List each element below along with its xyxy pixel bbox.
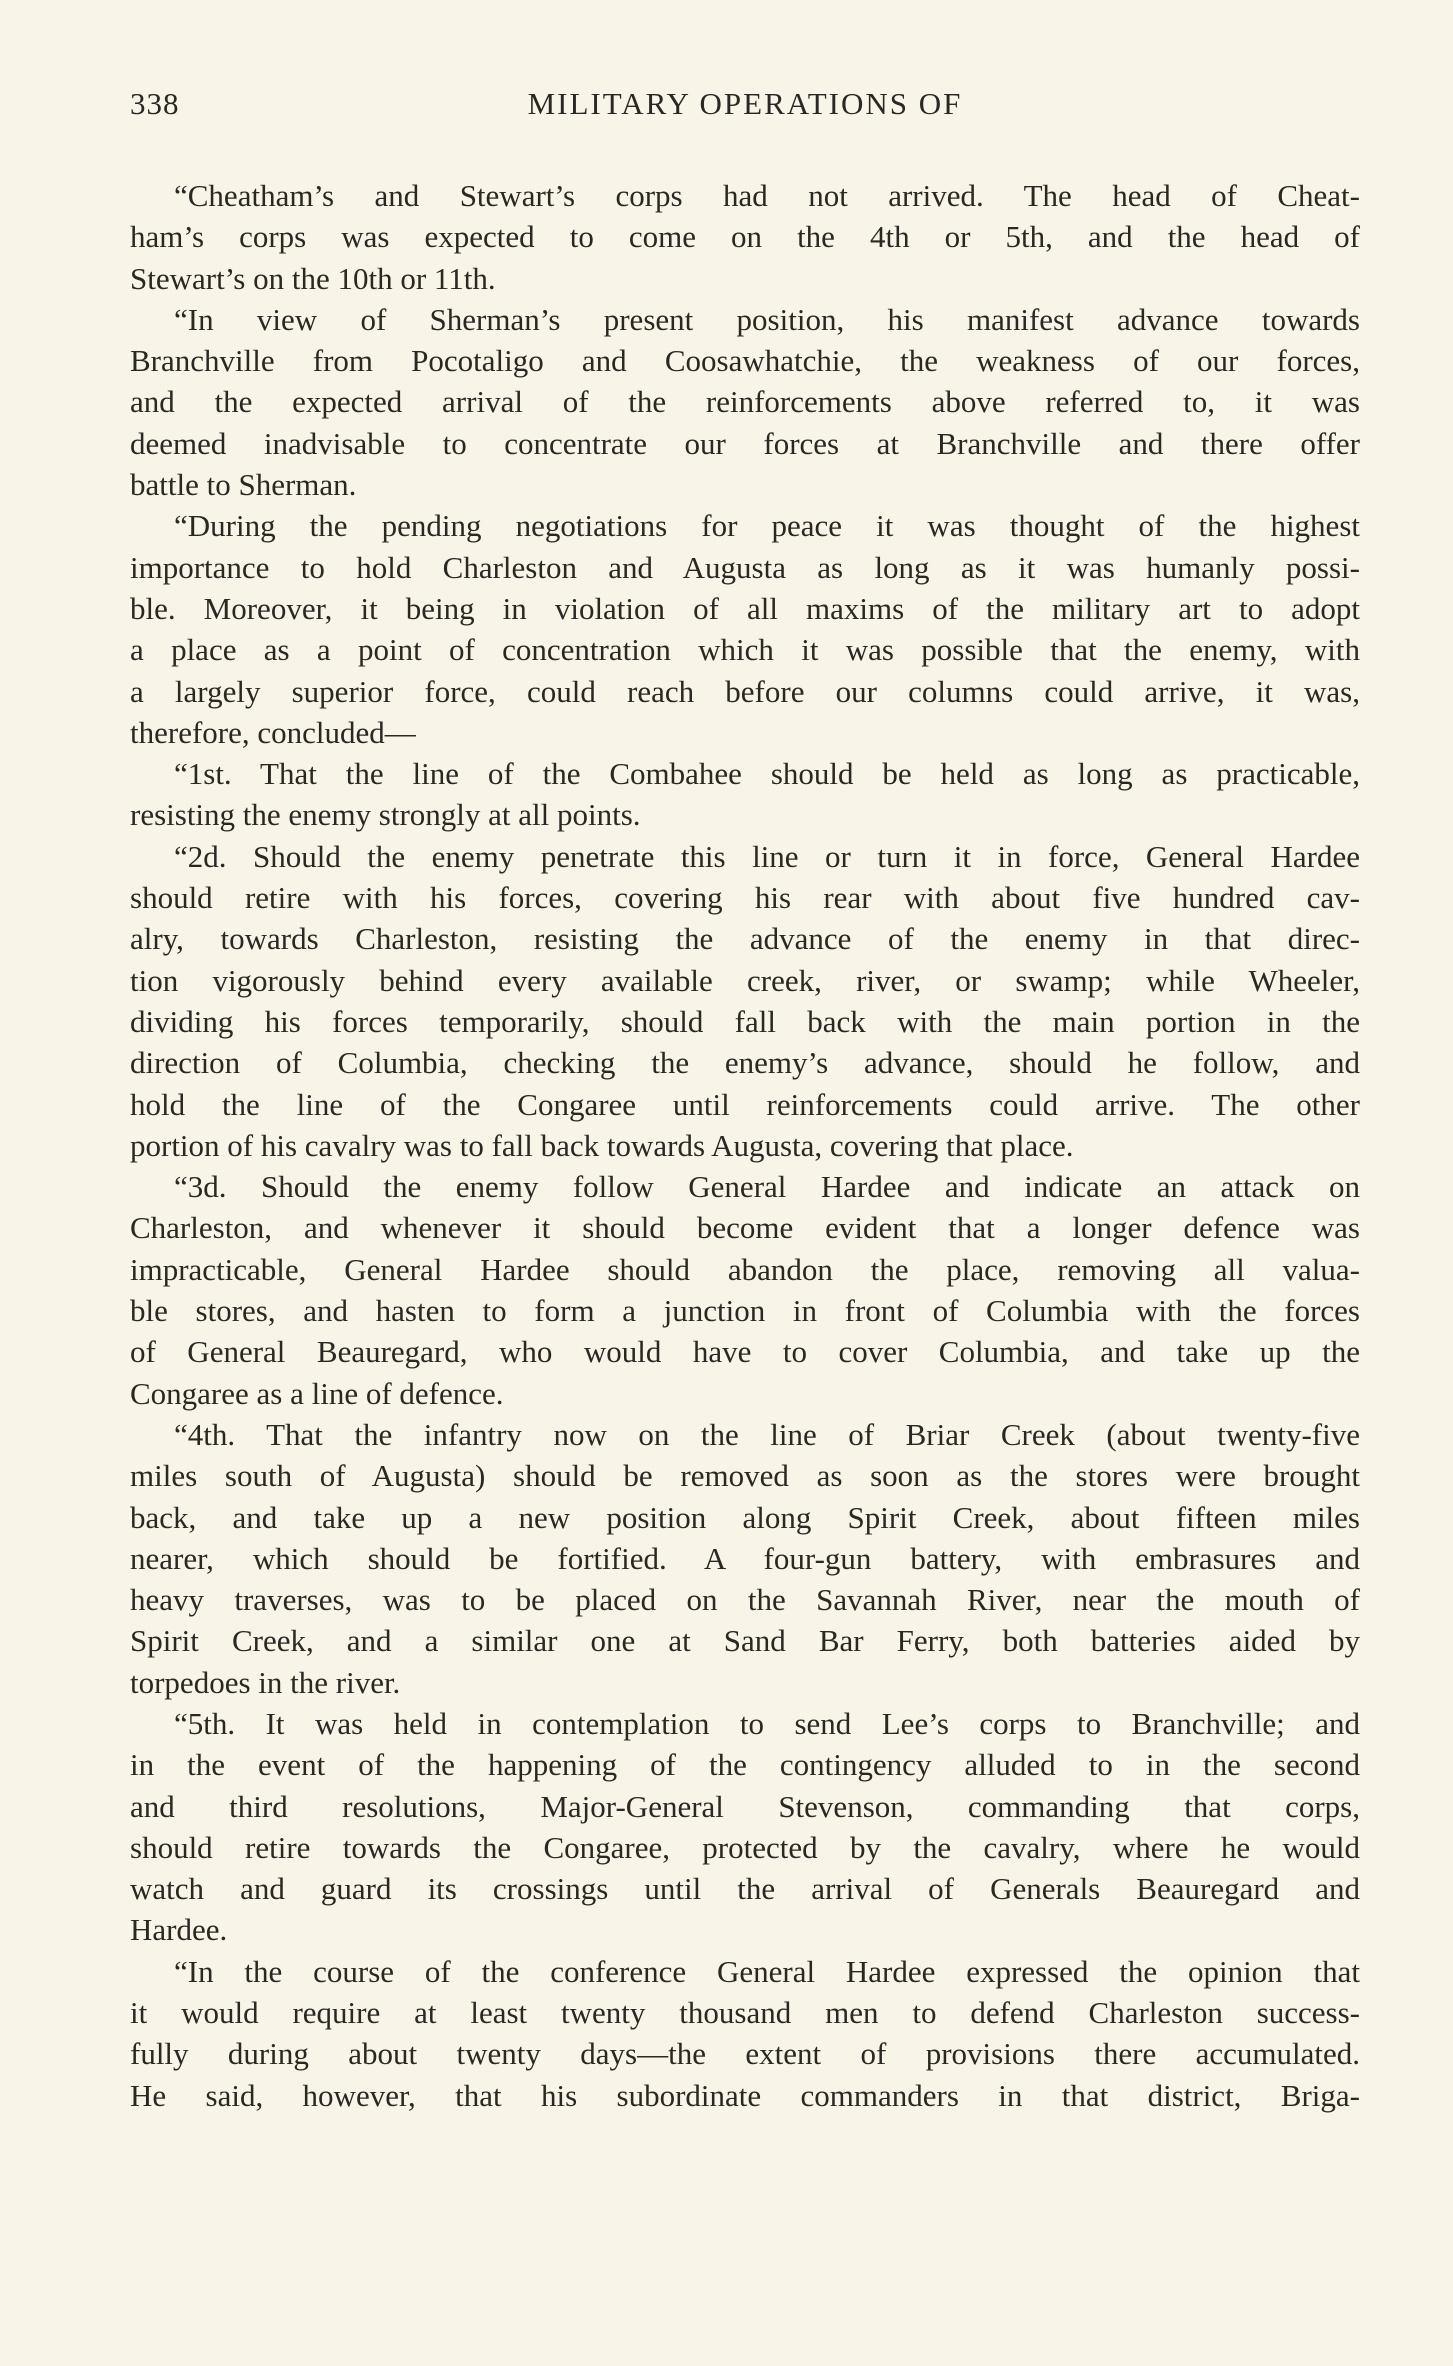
text-line: impracticable, General Hardee should abandon the place, removing all valua- [130, 1251, 1360, 1287]
text-line: ham’s corps was expected to come on the 4th or 5th, and the head of [130, 219, 1360, 255]
text-line: Spirit Creek, and a similar one at Sand Bar Ferry, both batteries aided by [130, 1623, 1360, 1659]
text-line: should retire towards the Congaree, protected by the cavalry, where he would [130, 1829, 1360, 1865]
text-line: “1st. That the line of the Combahee should be held as long as practicable, [174, 756, 1360, 792]
text-line: battle to Sherman. [130, 467, 357, 503]
text-line: “Cheatham’s and Stewart’s corps had not arrived. The head of Cheat- [174, 178, 1360, 213]
text-line: fully during about twenty days—the extent of provisions there accumulated. [130, 2036, 1360, 2072]
text-line: alry, towards Charleston, resisting the advance of the enemy in that direc- [130, 921, 1360, 957]
text-line: importance to hold Charleston and Augusta as long as it was humanly possi- [130, 549, 1360, 585]
text-line: “During the pending negotiations for peace it was thought of the highest [174, 508, 1360, 544]
text-line: Congaree as a line of defence. [130, 1375, 504, 1411]
text-line: “In the course of the conference General Hardee expressed the opinion that [174, 1953, 1360, 1989]
text-line: nearer, which should be fortified. A four-gun battery, with embrasures and [130, 1540, 1360, 1576]
text-line: portion of his cavalry was to fall back towards Augusta, covering that place. [130, 1127, 1074, 1163]
text-line: “In view of Sherman’s present position, his manifest advance towards [174, 301, 1360, 337]
text-line: heavy traverses, was to be placed on the Savannah River, near the mouth of [130, 1582, 1360, 1618]
text-line: a largely superior force, could reach before our columns could arrive, it was, [130, 673, 1360, 709]
text-line: hold the line of the Congaree until reinforcements could arrive. The other [130, 1086, 1360, 1122]
text-line: of General Beauregard, who would have to cover Columbia, and take up the [130, 1334, 1360, 1370]
body-text [130, 175, 1360, 2116]
text-line: “3d. Should the enemy follow General Hardee and indicate an attack on [174, 1169, 1360, 1205]
text-line: “4th. That the infantry now on the line of Briar Creek (about twenty-five [174, 1416, 1360, 1452]
text-line: torpedoes in the river. [130, 1664, 401, 1700]
text-line: a place as a point of concentration which it was possible that the enemy, with [130, 632, 1360, 668]
text-line: Stewart’s on the 10th or 11th. [130, 260, 496, 296]
text-line: Hardee. [130, 1912, 228, 1948]
text-line: and the expected arrival of the reinforcements above referred to, it was [130, 384, 1360, 420]
text-line: ble stores, and hasten to form a junction in front of Columbia with the forces [130, 1293, 1360, 1329]
text-line: ble. Moreover, it being in violation of all maxims of the military art to adopt [130, 590, 1360, 626]
text-line: dividing his forces temporarily, should fall back with the main portion in the [130, 1003, 1360, 1039]
text-line: it would require at least twenty thousand men to defend Charleston success- [130, 1995, 1360, 2031]
text-line: and third resolutions, Major-General Stevenson, commanding that corps, [130, 1788, 1360, 1824]
text-line: resisting the enemy strongly at all points. [130, 797, 641, 833]
text-line: watch and guard its crossings until the arrival of Generals Beauregard and [130, 1871, 1360, 1907]
text-line: Charleston, and whenever it should become evident that a longer defence was [130, 1210, 1360, 1246]
text-line: tion vigorously behind every available creek, river, or swamp; while Wheeler, [130, 962, 1360, 998]
text-line: back, and take up a new position along Spirit Creek, about fifteen miles [130, 1499, 1360, 1535]
text-line: deemed inadvisable to concentrate our forces at Branchville and there offer [130, 425, 1360, 461]
text-line: direction of Columbia, checking the enemy’s advance, should he follow, and [130, 1045, 1360, 1081]
running-head: MILITARY OPERATIONS OF [527, 86, 963, 121]
text-line: miles south of Augusta) should be removed as soon as the stores were brought [130, 1458, 1360, 1494]
page-number: 338 [130, 86, 180, 121]
text-line: Branchville from Pocotaligo and Coosawhatchie, the weakness of our forces, [130, 343, 1360, 379]
text-line: “2d. Should the enemy penetrate this line or turn it in force, General Hardee [174, 838, 1360, 874]
text-line: “5th. It was held in contemplation to send Lee’s corps to Branchville; and [174, 1705, 1360, 1741]
text-line: in the event of the happening of the contingency alluded to in the second [130, 1747, 1360, 1783]
text-line: He said, however, that his subordinate commanders in that district, Briga- [130, 2077, 1360, 2113]
text-line: should retire with his forces, covering his rear with about five hundred cav- [130, 880, 1360, 916]
text-line: therefore, concluded— [130, 714, 416, 750]
page-header [130, 86, 1360, 126]
